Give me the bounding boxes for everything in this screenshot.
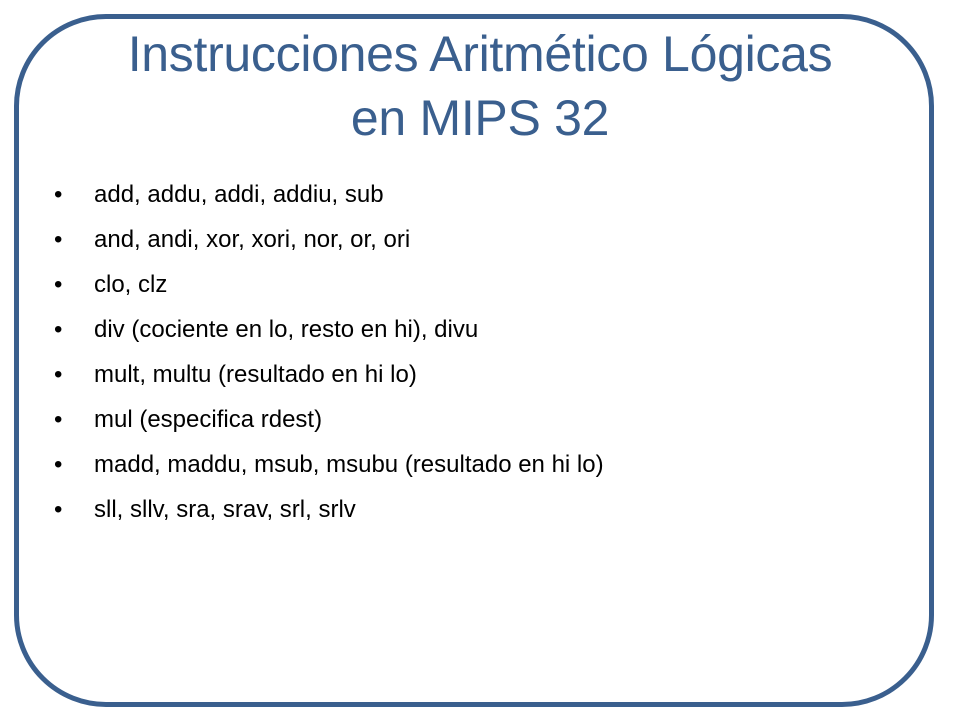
bullet-dot-icon: • — [54, 406, 63, 433]
bullet-item — [54, 262, 604, 307]
bullet-text: madd, maddu, msub, msubu (resultado en hi lo) — [94, 451, 604, 478]
bullet-dot-icon: • — [54, 271, 63, 298]
bullet-text: and, andi, xor, xori, nor, or, ori — [94, 226, 411, 253]
bullet-item — [54, 487, 604, 532]
bullet-item — [54, 307, 604, 352]
bullet-text: clo, clz — [94, 271, 168, 298]
bullet-text: div (cociente en lo, resto en hi), divu — [94, 316, 479, 343]
bullet-item — [54, 397, 604, 442]
bullet-item — [54, 172, 604, 217]
bullet-item — [54, 352, 604, 397]
bullet-text: sll, sllv, sra, srav, srl, srlv — [94, 496, 356, 523]
slide-title-line-2: en MIPS 32 — [350, 90, 610, 146]
bullet-dot-icon: • — [54, 496, 63, 523]
bullet-text: add, addu, addi, addiu, sub — [94, 181, 384, 208]
bullet-dot-icon: • — [54, 451, 63, 478]
bullet-dot-icon: • — [54, 226, 63, 253]
bullet-item — [54, 217, 604, 262]
bullet-item — [54, 442, 604, 487]
bullet-dot-icon: • — [54, 361, 63, 388]
bullet-dot-icon: • — [54, 181, 63, 208]
slide-title-line-1: Instrucciones Aritmético Lógicas — [127, 26, 833, 82]
slide-title — [0, 22, 960, 150]
bullet-dot-icon: • — [54, 316, 63, 343]
bullet-list — [54, 172, 604, 532]
bullet-text: mul (especifica rdest) — [94, 406, 323, 433]
bullet-text: mult, multu (resultado en hi lo) — [94, 361, 417, 388]
